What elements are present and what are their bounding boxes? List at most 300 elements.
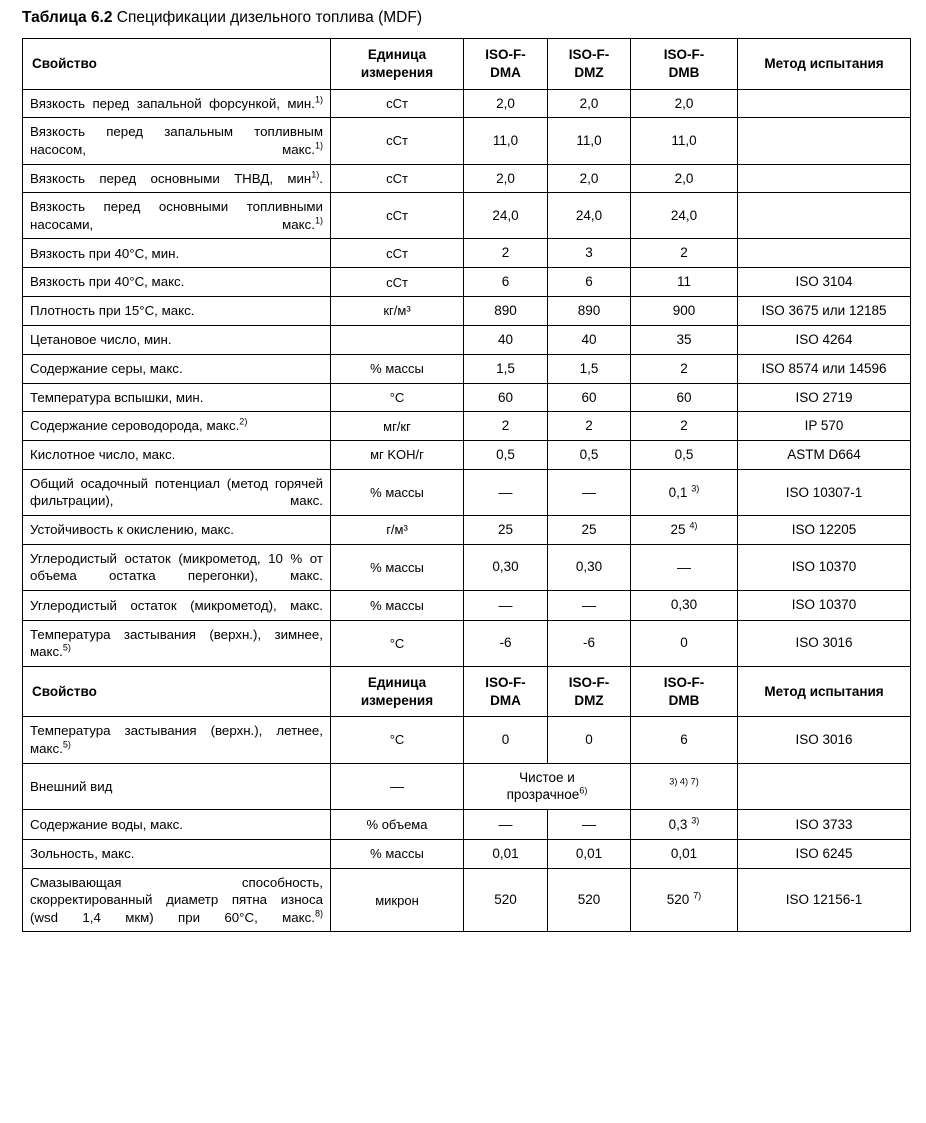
cell-dma-text: 24,0	[492, 207, 519, 223]
cell-unit	[331, 325, 464, 354]
cell-dma	[464, 268, 548, 297]
property-footnote-marker: 8)	[314, 908, 323, 919]
cell-dmb	[631, 590, 738, 620]
cell-unit	[331, 840, 464, 869]
table-row	[23, 354, 911, 383]
cell-dmb-text: 11	[676, 274, 691, 290]
cell-dmb-footnote-marker: 4)	[689, 520, 698, 531]
cell-dmz	[548, 717, 631, 763]
cell-unit	[331, 193, 464, 239]
cell-dma-text: 60	[497, 389, 514, 405]
cell-method	[738, 810, 911, 840]
cell-dma-text: 6	[501, 274, 510, 290]
cell-dmb	[631, 620, 738, 666]
cell-method	[738, 620, 911, 666]
cell-property	[23, 383, 331, 412]
header-cell-method: Метод испытания	[738, 39, 911, 90]
cell-dmz	[548, 164, 631, 193]
cell-unit-text: °C	[389, 635, 405, 651]
table-caption	[22, 8, 910, 28]
cell-unit	[331, 297, 464, 326]
cell-property	[23, 868, 331, 932]
cell-method-text: ISO 10307-1	[785, 484, 863, 500]
cell-dmb	[631, 412, 738, 441]
cell-dmz-text: 0	[585, 732, 593, 748]
cell-property	[23, 412, 331, 441]
cell-dmz-text: 2,0	[579, 95, 599, 111]
fuel-specification-table	[22, 38, 911, 932]
cell-unit-text: °C	[389, 389, 405, 405]
cell-property	[23, 516, 331, 545]
cell-method	[738, 193, 911, 239]
cell-dma-text: 2,0	[496, 170, 515, 186]
subheader-cell-method-line1: Метод испытания	[764, 683, 884, 699]
cell-property	[23, 840, 331, 869]
cell-dmz-text: —	[582, 484, 596, 501]
header-dma-line2: DMA	[490, 64, 521, 80]
cell-unit	[331, 717, 464, 763]
table-row	[23, 441, 911, 470]
cell-dmz	[548, 810, 631, 840]
cell-method	[738, 354, 911, 383]
cell-unit	[331, 268, 464, 297]
subheader-cell-dma-line2: DMA	[490, 692, 521, 708]
cell-dmz-text: 0,5	[579, 447, 599, 463]
table-row	[23, 763, 911, 810]
header-dmb-line2: DMB	[668, 64, 700, 80]
cell-property	[23, 297, 331, 326]
cell-dmb-text: 0,1	[668, 484, 688, 500]
cell-dmb	[631, 763, 738, 810]
cell-dma	[464, 325, 548, 354]
header-cell-dmz	[548, 39, 631, 90]
property-text: Устойчивость к окислению, макс.	[30, 522, 234, 538]
property-footnote-marker: 1)	[311, 169, 320, 180]
header-cell-unit	[331, 39, 464, 90]
cell-unit-text: сСт	[386, 245, 408, 261]
cell-dmb-text: 0,5	[674, 447, 694, 463]
cell-dma-text: —	[498, 596, 513, 613]
cell-method	[738, 516, 911, 545]
cell-dmb	[631, 354, 738, 383]
cell-dmb-text: 0,30	[670, 597, 698, 613]
cell-unit	[331, 354, 464, 383]
cell-method-text: ASTM D664	[787, 447, 861, 463]
cell-dma	[464, 239, 548, 268]
cell-property	[23, 590, 331, 620]
table-row	[23, 516, 911, 545]
cell-dmb	[631, 544, 738, 590]
cell-method-text: ISO 3675 или 12185	[761, 303, 887, 319]
cell-dmb	[631, 441, 738, 470]
cell-dmz	[548, 354, 631, 383]
header-cell-dmb	[631, 39, 738, 90]
cell-dmb-text: 11,0	[671, 133, 697, 149]
cell-unit-text: кг/м³	[383, 303, 411, 319]
cell-property	[23, 441, 331, 470]
cell-unit	[331, 868, 464, 932]
table-header	[23, 39, 911, 90]
property-text: Вязкость перед основными топливными насосами, макс.	[30, 199, 323, 232]
table-row	[23, 268, 911, 297]
cell-dmz-text: 24,0	[575, 207, 603, 223]
cell-unit	[331, 239, 464, 268]
table-row	[23, 118, 911, 164]
property-text: Вязкость перед запальной форсункой, мин.	[30, 95, 315, 111]
cell-dmb	[631, 297, 738, 326]
cell-dmb	[631, 516, 738, 545]
cell-dma	[464, 620, 548, 666]
cell-unit-text: сСт	[386, 274, 408, 290]
subheader-cell-unit-line1: Единица	[367, 674, 427, 690]
subheader-cell-method	[738, 666, 911, 717]
property-text: Плотность при 15°C, макс.	[30, 303, 195, 319]
subheader-cell-dmb-line1: ISO-F-	[663, 674, 705, 690]
cell-dmb-text: 2	[680, 418, 688, 434]
table-caption-label: Таблица 6.2	[22, 9, 113, 26]
header-unit-line1: Единица	[367, 47, 427, 62]
property-text: Содержание серы, макс.	[30, 360, 183, 376]
cell-unit	[331, 469, 464, 515]
header-dmz-line1: ISO-F-	[568, 47, 610, 62]
cell-dmb-text: 60	[676, 389, 692, 405]
property-footnote-marker: 1)	[314, 94, 323, 105]
cell-property	[23, 268, 331, 297]
cell-dma	[464, 840, 548, 869]
cell-dma	[464, 118, 548, 164]
cell-dmz	[548, 868, 631, 932]
property-text: Содержание воды, макс.	[30, 816, 183, 832]
property-text: Общий осадочный потенциал (метод горячей фильтрации), макс.	[30, 475, 323, 509]
table-row	[23, 717, 911, 763]
property-text: Зольность, макс.	[30, 846, 135, 862]
subheader-cell-property-line1: Свойство	[32, 683, 97, 699]
cell-method	[738, 544, 911, 590]
cell-dmz	[548, 193, 631, 239]
cell-dmb	[631, 239, 738, 268]
cell-dmz	[548, 620, 631, 666]
subheader-cell-dmz-line2: DMZ	[574, 692, 604, 708]
cell-unit-text: микрон	[375, 892, 419, 908]
cell-method	[738, 164, 911, 193]
cell-dmb-text: 0,01	[670, 846, 698, 861]
cell-dmb	[631, 193, 738, 239]
cell-dma	[464, 383, 548, 412]
cell-dmz	[548, 383, 631, 412]
cell-unit-text: —	[390, 778, 404, 795]
header-cell-dma	[464, 39, 548, 90]
cell-dmz-text: 60	[581, 389, 597, 405]
cell-dma	[464, 590, 548, 620]
table-row	[23, 164, 911, 193]
cell-unit	[331, 763, 464, 810]
cell-appearance-span	[464, 763, 631, 810]
cell-dmz	[548, 469, 631, 515]
cell-unit	[331, 544, 464, 590]
cell-method-text: ISO 2719	[795, 389, 853, 405]
cell-dma	[464, 193, 548, 239]
cell-dmz	[548, 268, 631, 297]
cell-unit	[331, 620, 464, 666]
cell-dmz-text: 890	[577, 303, 601, 319]
cell-dmz-text: 1,5	[579, 360, 599, 376]
cell-dmz-text: 6	[585, 274, 593, 290]
table-row	[23, 297, 911, 326]
cell-dmz-text: 40	[581, 331, 597, 347]
table-row	[23, 620, 911, 666]
property-footnote-marker: 5)	[62, 642, 71, 653]
cell-unit-text: сСт	[386, 208, 408, 224]
table-row	[23, 89, 911, 118]
cell-method	[738, 118, 911, 164]
cell-unit-text: % массы	[370, 361, 424, 377]
cell-dma-text: 0	[501, 732, 510, 748]
cell-method-text: ISO 3733	[795, 816, 853, 832]
cell-method-text: ISO 3016	[795, 732, 853, 748]
table-row	[23, 383, 911, 412]
cell-dmb	[631, 840, 738, 869]
cell-dmz	[548, 840, 631, 869]
property-text: Вязкость перед основными ТНВД, мин	[30, 170, 312, 186]
cell-dma	[464, 544, 548, 590]
cell-dmz	[548, 544, 631, 590]
cell-property	[23, 239, 331, 268]
cell-dma-text: 2	[501, 245, 510, 261]
table-row	[23, 810, 911, 840]
cell-method-text: ISO 6245	[795, 846, 853, 861]
cell-method	[738, 717, 911, 763]
cell-dmb-text: 35	[676, 331, 692, 347]
cell-dmz-text: 3	[585, 245, 593, 261]
table-row	[23, 412, 911, 441]
subheader-cell-dmz-line1: ISO-F-	[568, 674, 610, 690]
property-text: Внешний вид	[30, 778, 113, 794]
cell-method-text: ISO 4264	[795, 331, 853, 347]
cell-method	[738, 441, 911, 470]
header-dma-line1: ISO-F-	[485, 47, 526, 62]
property-text: Углеродистый остаток (микрометод), макс.	[30, 597, 323, 613]
cell-unit-text: сСт	[386, 170, 408, 186]
property-footnote-marker: 1)	[314, 215, 323, 226]
cell-dma-text: 520	[494, 892, 517, 908]
cell-dma	[464, 810, 548, 840]
cell-unit	[331, 118, 464, 164]
cell-dma	[464, 868, 548, 932]
cell-dmz	[548, 412, 631, 441]
cell-method	[738, 840, 911, 869]
cell-method	[738, 325, 911, 354]
cell-dmz	[548, 590, 631, 620]
cell-dmz	[548, 89, 631, 118]
cell-dmb-text: 0	[680, 635, 688, 651]
table-row	[23, 544, 911, 590]
property-text: Температура застывания (верхн.), летнее, макс.	[30, 723, 323, 757]
cell-unit-text: мг KOH/г	[370, 447, 424, 463]
cell-property	[23, 469, 331, 515]
property-footnote-marker: 5)	[62, 739, 71, 750]
cell-unit	[331, 412, 464, 441]
repeated-header-row	[23, 666, 911, 717]
table-row	[23, 239, 911, 268]
cell-dmz-text: 0,01	[575, 846, 603, 861]
cell-dma-text: —	[498, 816, 513, 833]
cell-property	[23, 810, 331, 840]
subheader-cell-property	[23, 666, 331, 717]
cell-dma-text: 25	[497, 522, 514, 538]
cell-property	[23, 193, 331, 239]
property-text: Вязкость перед запальным топливным насосом, макс.	[30, 124, 323, 157]
table-body	[23, 89, 911, 932]
cell-property	[23, 354, 331, 383]
cell-unit	[331, 89, 464, 118]
property-footnote-marker: 1)	[314, 140, 323, 151]
cell-dmz-text: 0,30	[575, 559, 603, 575]
property-text: Вязкость при 40°C, макс.	[30, 274, 185, 290]
cell-dma-text: 0,30	[492, 559, 519, 575]
cell-property	[23, 89, 331, 118]
cell-dmz-text: 11,0	[576, 133, 602, 149]
cell-dma	[464, 89, 548, 118]
subheader-cell-unit-line2: измерения	[360, 692, 434, 708]
appearance-line2: прозрачное	[506, 787, 580, 803]
subheader-cell-dmb-line2: DMB	[668, 692, 700, 708]
cell-dma-text: 1,5	[496, 360, 515, 376]
cell-dma-text: 890	[494, 303, 517, 319]
cell-dmz	[548, 325, 631, 354]
subheader-cell-dmb	[631, 666, 738, 717]
cell-dmb	[631, 868, 738, 932]
cell-unit	[331, 590, 464, 620]
cell-unit	[331, 383, 464, 412]
cell-property	[23, 620, 331, 666]
table-caption-text: Спецификации дизельного топлива (MDF)	[116, 9, 422, 26]
header-dmz-line2: DMZ	[574, 64, 604, 80]
cell-method	[738, 89, 911, 118]
cell-method-text: ISO 10370	[791, 559, 857, 575]
cell-unit	[331, 810, 464, 840]
cell-method	[738, 469, 911, 515]
cell-dmb-text: 2,0	[674, 170, 694, 186]
cell-dmb-text: 520	[666, 892, 690, 908]
cell-dmz	[548, 239, 631, 268]
cell-unit-text: % массы	[370, 846, 424, 862]
header-dmb-line1: ISO-F-	[663, 47, 705, 62]
cell-dmz	[548, 441, 631, 470]
property-text: Температура застывания (верхн.), зимнее, макс.	[30, 626, 323, 660]
property-text: Смазывающая способность, скорректированный диаметр пятна износа (wsd 1,4 мкм) при 60°C, макс.	[30, 874, 323, 925]
cell-property	[23, 118, 331, 164]
cell-dma	[464, 297, 548, 326]
cell-dmz-text: 2	[585, 418, 593, 434]
table-row	[23, 868, 911, 932]
cell-property	[23, 325, 331, 354]
cell-dmb	[631, 810, 738, 840]
subheader-cell-unit	[331, 666, 464, 717]
cell-unit-text: % массы	[370, 559, 424, 575]
cell-dmb-text: 900	[672, 303, 696, 319]
cell-dma-text: -6	[499, 635, 512, 651]
table-row	[23, 469, 911, 515]
cell-dmz-text: -6	[582, 635, 595, 651]
cell-method-text: IP 570	[804, 418, 844, 434]
cell-method	[738, 297, 911, 326]
cell-dmb-text: 24,0	[670, 207, 698, 223]
cell-unit-text: сСт	[386, 95, 408, 111]
cell-dmb-footnote-marker: 3)	[691, 483, 700, 494]
cell-method-text: ISO 3104	[795, 274, 853, 290]
property-text: Вязкость при 40°C, мин.	[30, 245, 180, 261]
cell-method	[738, 383, 911, 412]
cell-method-text: ISO 12205	[791, 522, 857, 538]
cell-dmb	[631, 118, 738, 164]
cell-dmz-text: 2,0	[579, 170, 599, 186]
cell-property	[23, 717, 331, 763]
cell-dma-text: 0,5	[496, 447, 515, 463]
cell-dmz-text: 25	[581, 522, 597, 538]
cell-method-text: ISO 12156-1	[785, 892, 863, 908]
cell-dma-text: 40	[497, 331, 514, 347]
table-row	[23, 325, 911, 354]
cell-dmb	[631, 325, 738, 354]
cell-dmb-text: 2	[680, 360, 688, 376]
cell-method-text: ISO 8574 или 14596	[761, 360, 887, 376]
header-unit-line2: измерения	[360, 64, 434, 80]
cell-dma	[464, 354, 548, 383]
cell-method	[738, 412, 911, 441]
cell-method-text: ISO 10370	[791, 597, 857, 613]
dmb-footnote-markers: 3) 4) 7)	[669, 776, 699, 787]
subheader-cell-dmz	[548, 666, 631, 717]
cell-dmb-text: 25	[670, 522, 686, 538]
cell-unit	[331, 164, 464, 193]
cell-dmb-text: 2	[680, 245, 688, 261]
appearance-line1: Чистое и	[519, 769, 575, 785]
cell-dmb-text: 2,0	[674, 95, 694, 111]
cell-property	[23, 164, 331, 193]
appearance-footnote-marker: 6)	[579, 785, 588, 796]
cell-method	[738, 763, 911, 810]
cell-dmz-text: —	[582, 816, 596, 833]
cell-unit-text: % объема	[366, 817, 428, 833]
table-row	[23, 193, 911, 239]
property-text: Содержание сероводорода, макс.	[30, 418, 240, 434]
cell-dmb-footnote-marker: 3)	[691, 815, 700, 826]
cell-dma	[464, 516, 548, 545]
table-row	[23, 840, 911, 869]
cell-unit-text: г/м³	[386, 522, 408, 538]
cell-dmb	[631, 717, 738, 763]
cell-unit-text: сСт	[386, 133, 408, 149]
cell-dma-text: —	[498, 484, 513, 501]
cell-dmb	[631, 383, 738, 412]
property-footnote-marker: 2)	[239, 417, 248, 428]
cell-dmb-footnote-marker: 7)	[693, 890, 702, 901]
cell-dma-text: 11,0	[492, 133, 519, 149]
cell-dmz	[548, 516, 631, 545]
cell-dma	[464, 717, 548, 763]
header-row	[23, 39, 911, 90]
cell-unit-text: мг/кг	[383, 418, 411, 434]
property-text: Углеродистый остаток (микрометод, 10 % от объема остатка перегонки), макс.	[30, 550, 323, 584]
property-text: Кислотное число, макс.	[30, 447, 176, 463]
table-row	[23, 590, 911, 620]
cell-unit	[331, 441, 464, 470]
cell-dmz-text: —	[582, 596, 596, 613]
cell-dma	[464, 412, 548, 441]
cell-dmb-text: 6	[680, 732, 688, 748]
cell-dmb	[631, 268, 738, 297]
cell-dmb	[631, 164, 738, 193]
